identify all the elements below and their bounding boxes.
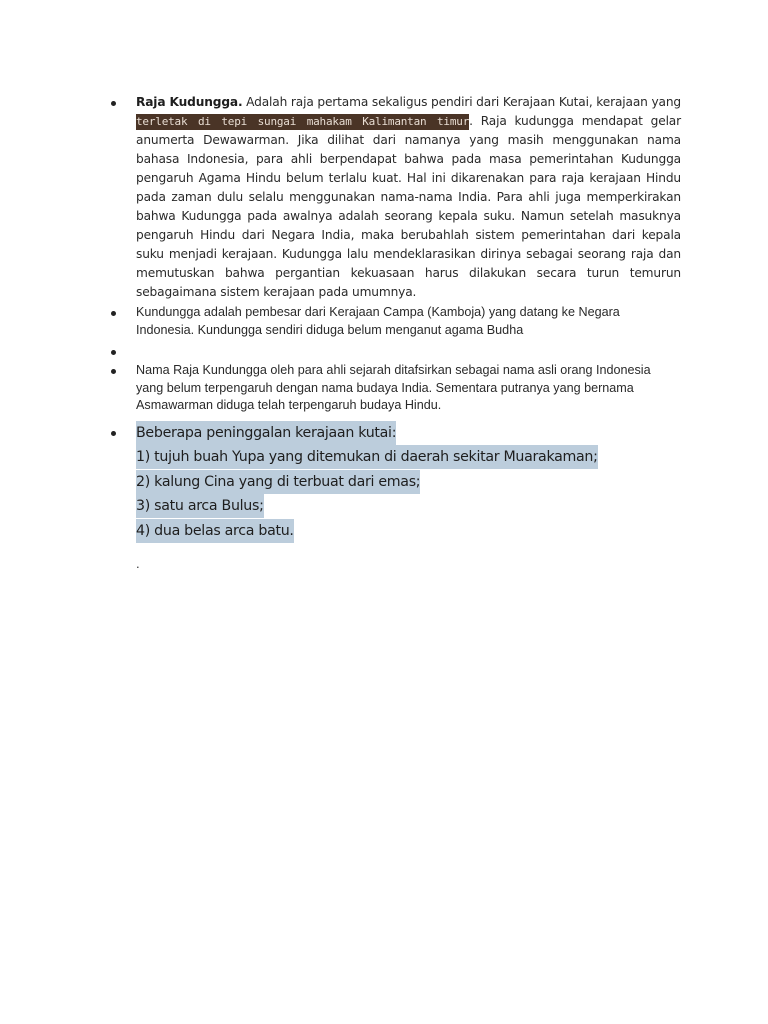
relics-heading: Beberapa peninggalan kerajaan kutai: bbox=[136, 421, 396, 445]
bullet-icon bbox=[111, 311, 116, 316]
item-text: Kundungga adalah pembesar dari Kerajaan Campa (Kamboja) yang datang ke Negara Indonesia. Kundungga sendiri diduga belum menganut agama Budha bbox=[136, 305, 620, 337]
trailing-period: . bbox=[136, 556, 140, 571]
relic-item-3: 3) satu arca Bulus; bbox=[136, 494, 264, 518]
bullet-icon bbox=[111, 431, 116, 436]
relic-item-4: 4) dua belas arca batu. bbox=[136, 519, 294, 543]
relic-item-2: 2) kalung Cina yang di terbuat dari emas; bbox=[136, 470, 420, 494]
bullet-list bbox=[111, 93, 681, 543]
list-item-kundungga-campa bbox=[111, 304, 681, 339]
item-text-after: . Raja kudungga mendapat gelar anumerta Dewawarman. Jika dilihat dari namanya yang masih menggunakan nama bahasa Indonesia, para ahli berpendapat bahwa pada masa pemerintahan Kudungga pengaruh Agama Hindu belum terlalu kuat. Hal ini dikarenakan para raja kerajaan Hindu pada zaman dulu selalu menggunakan nama-nama India. Para ahli juga memperkirakan bahwa Kudungga pada awalnya adalah seorang kepala suku. Namun setelah masuknya pengaruh Hindu dari Negara India, maka berubahlah sistem pemerintahan dari kepala suku menjadi kerajaan. Kudungga lalu mendeklarasikan dirinya sebagai seorang raja dan memutuskan bahwa pergantian kekuasaan harus dilakukan secara turun temurun sebagaimana sistem kerajaan pada umumnya. bbox=[136, 114, 681, 299]
bullet-icon bbox=[111, 350, 116, 355]
list-item-empty bbox=[111, 343, 681, 360]
item-text: Nama Raja Kundungga oleh para ahli sejarah ditafsirkan sebagai nama asli orang Indonesia yang belum terpengaruh dengan nama budaya India. Sementara putranya yang bernama Asmawarman diduga telah terpengaruh budaya Hindu. bbox=[136, 363, 651, 412]
list-item-peninggalan bbox=[111, 421, 681, 544]
item-bold-title: Raja Kudungga. bbox=[136, 95, 243, 109]
bullet-icon bbox=[111, 369, 116, 374]
highlighted-text: terletak di tepi sungai mahakam Kalimantan timur bbox=[136, 115, 470, 128]
item-text-before: Adalah raja pertama sekaligus pendiri dari Kerajaan Kutai, kerajaan yang bbox=[242, 95, 681, 109]
list-item-nama-raja bbox=[111, 362, 681, 415]
bullet-icon bbox=[111, 101, 116, 106]
relic-item-1: 1) tujuh buah Yupa yang ditemukan di daerah sekitar Muarakaman; bbox=[136, 445, 598, 469]
list-item-raja-kudungga bbox=[111, 93, 681, 302]
